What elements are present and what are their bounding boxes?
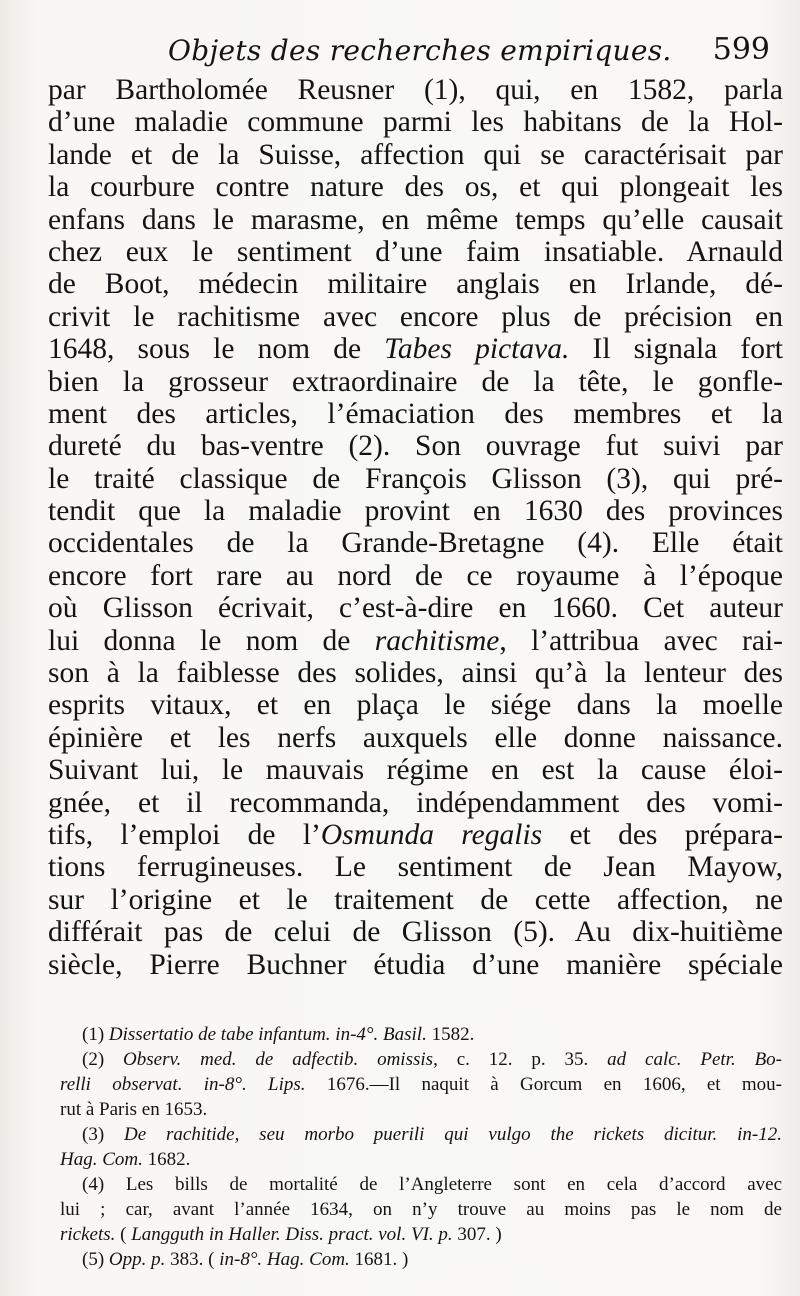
footnote-line: lui ; car, avant l’année 1634, on n’y trouve au moins pas le nom de: [60, 1199, 782, 1220]
text-line: le traité classique de François Glisson (3), qui pré-: [48, 462, 783, 495]
text-line: gnée, et il recommanda, indépendamment des vomi-: [48, 786, 783, 819]
text-line: esprits vitaux, et en plaça le siége dans la moelle: [48, 689, 783, 722]
text-line: dureté du bas-ventre (2). Son ouvrage fut suivi par: [48, 430, 783, 463]
text-line: épinière et les nerfs auxquels elle donne naissance.: [48, 721, 783, 754]
footnote-line: Hag. Com. 1682.: [60, 1149, 191, 1170]
italic-text: relli observat. in-8°. Lips.: [60, 1074, 306, 1095]
main-text-block: [48, 74, 783, 981]
text-line: lui donna le nom de rachitisme, l’attribua avec rai-: [48, 624, 783, 657]
italic-text: Langguth in Haller. Diss. pract. vol. VI. p.: [131, 1224, 453, 1245]
footnote-line: (2) Observ. med. de adfectib. omissis, c. 12. p. 35. ad calc. Petr. Bo-: [82, 1049, 783, 1070]
running-header: [40, 30, 770, 74]
text-line: crivit le rachitisme avec encore plus de précision en: [48, 300, 783, 333]
italic-text: De rachitide, seu morbo puerili qui vulgo the rickets dicitur. in-12.: [124, 1124, 782, 1145]
text-line: enfans dans le marasme, en même temps qu’elle causait: [48, 203, 783, 236]
footnote-line: (4) Les bills de mortalité de l’Angleterre sont en cela d’accord avec: [82, 1174, 782, 1195]
italic-text: Hag. Com.: [60, 1149, 143, 1170]
text-line: où Glisson écrivait, c’est-à-dire en 1660. Cet auteur: [48, 592, 783, 625]
italic-text: Dissertatio de tabe infantum. in-4°. Basil.: [108, 1024, 427, 1045]
italic-text: rickets.: [60, 1224, 116, 1245]
running-title: Objets des recherches empiriques.: [168, 34, 672, 67]
page-number: 599: [712, 32, 770, 67]
text-line: encore fort rare au nord de ce royaume à l’époque: [48, 559, 783, 592]
footnote-line: (3) De rachitide, seu morbo puerili qui vulgo the rickets dicitur. in-12.: [82, 1124, 782, 1145]
text-line: occidentales de la Grande-Bretagne (4). Elle était: [48, 527, 783, 560]
footnote-line: rickets. ( Langguth in Haller. Diss. pract. vol. VI. p. 307. ): [60, 1224, 502, 1245]
italic-text: in-8°. Hag. Com.: [219, 1249, 350, 1270]
text-line: siècle, Pierre Buchner étudia d’une manière spéciale: [48, 948, 783, 981]
text-line: par Bartholomée Reusner (1), qui, en 1582, parla: [48, 74, 783, 106]
footnote-line: (1) Dissertatio de tabe infantum. in-4°. Basil. 1582.: [82, 1024, 475, 1045]
italic-text: Opp. p.: [108, 1249, 166, 1270]
text-line: lande et de la Suisse, affection qui se caractérisait par: [48, 138, 783, 171]
text-line: 1648, sous le nom de Tabes pictava. Il signala fort: [48, 333, 783, 366]
text-line: tions ferrugineuses. Le sentiment de Jean Mayow,: [48, 851, 783, 884]
italic-text: Observ. med. de adfectib. omissis: [123, 1049, 434, 1070]
text-line: différait pas de celui de Glisson (5). Au dix-huitième: [48, 916, 783, 949]
footnote-line: rut à Paris en 1653.: [60, 1099, 208, 1120]
footnote-line: (5) Opp. p. 383. ( in-8°. Hag. Com. 1681. ): [82, 1249, 409, 1270]
text-line: chez eux le sentiment d’une faim insatiable. Arnauld: [48, 235, 783, 268]
italic-text: Tabes pictava.: [384, 333, 570, 366]
footnotes-block: [60, 1022, 782, 1272]
text-line: sur l’origine et le traitement de cette affection, ne: [48, 883, 783, 916]
text-line: Suivant lui, le mauvais régime en est la cause éloi-: [48, 754, 783, 787]
text-line: d’une maladie commune parmi les habitans de la Hol-: [48, 106, 783, 139]
italic-text: Osmunda regalis: [320, 818, 543, 851]
text-line: la courbure contre nature des os, et qui plongeait les: [48, 171, 783, 204]
text-line: de Boot, médecin militaire anglais en Irlande, dé-: [48, 268, 783, 301]
text-line: tendit que la maladie provint en 1630 des provinces: [48, 495, 783, 528]
text-line: tifs, l’emploi de l’Osmunda regalis et des prépara-: [48, 818, 783, 851]
text-line: ment des articles, l’émaciation des membres et la: [48, 397, 783, 430]
text-line: bien la grosseur extraordinaire de la tête, le gonfle-: [48, 365, 783, 398]
text-line: son à la faiblesse des solides, ainsi qu’à la lenteur des: [48, 657, 783, 690]
italic-text: rachitisme: [374, 624, 500, 657]
italic-text: ad calc. Petr. Bo-: [607, 1049, 783, 1070]
footnote-line: relli observat. in-8°. Lips. 1676.—Il naquit à Gorcum en 1606, et mou-: [60, 1074, 782, 1095]
